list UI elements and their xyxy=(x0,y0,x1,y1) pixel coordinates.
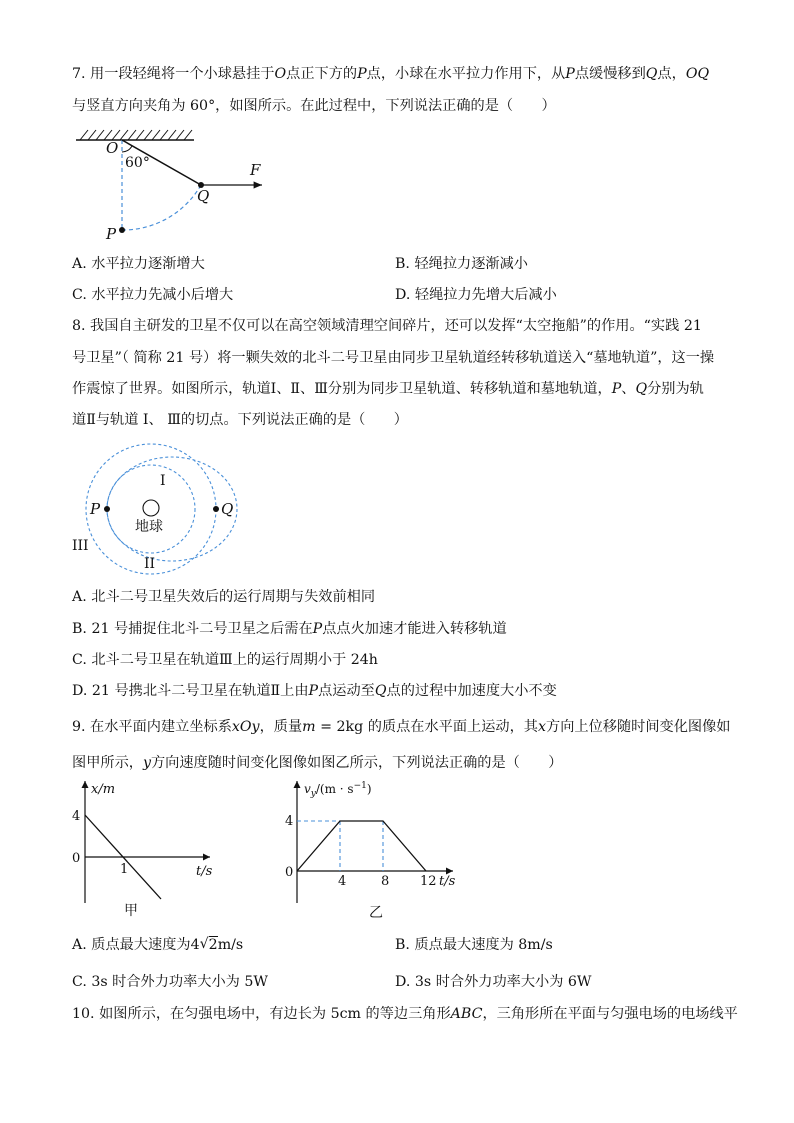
q7-pendulum-figure xyxy=(70,124,290,243)
ball-p xyxy=(119,227,125,233)
x-axis-label: t/s xyxy=(196,864,213,879)
trajectory-arc xyxy=(122,185,201,230)
label-o: O xyxy=(106,139,119,157)
label-p: P xyxy=(106,225,117,243)
q7-option-b: B. 轻绳拉力逐渐减小 xyxy=(395,256,528,272)
q8-option-b: B. 21 号捕捉住北斗二号卫星之后需在P点点火加速才能进入转移轨道 xyxy=(72,621,507,637)
sqrt-sign: √ xyxy=(199,936,209,952)
label-ii: II xyxy=(144,556,156,572)
q9-option-a: A. 质点最大速度为4√2m/s xyxy=(72,936,244,953)
label-p: P xyxy=(90,500,101,518)
q7-stem-line2: 与竖直方向夹角为 60°，如图所示。在此过程中，下列说法正确的是（ ） xyxy=(72,98,556,114)
x-tick-label-12: 12 xyxy=(420,874,437,889)
x-tick-label-0: 0 xyxy=(285,865,294,880)
label-i: I xyxy=(160,473,166,489)
q9-stem-line2: 图甲所示，y方向速度随时间变化图像如图乙所示，下列说法正确的是（ ） xyxy=(72,755,563,771)
q8-stem-line4: 道Ⅱ与轨道 Ⅰ、 Ⅲ的切点。下列说法正确的是（ ） xyxy=(72,412,408,428)
x-tick-label-4: 4 xyxy=(338,874,347,889)
point-q xyxy=(213,506,219,512)
series-line xyxy=(297,821,426,871)
label-angle: 60° xyxy=(125,155,150,171)
q8-option-d: D. 21 号携北斗二号卫星在轨道Ⅱ上由P点运动至Q点的过程中加速度大小不变 xyxy=(72,683,557,699)
y-tick-label-4: 4 xyxy=(72,809,81,824)
q9-option-c: C. 3s 时合外力功率大小为 5W xyxy=(72,974,268,990)
label-q: Q xyxy=(221,500,234,518)
label-earth: 地球 xyxy=(135,519,163,535)
y-axis-label: x/m xyxy=(91,782,116,797)
q8-stem-line3: 作震惊了世界。如图所示，轨道Ⅰ、Ⅱ、Ⅲ分别为同步卫星轨道、转移轨道和墓地轨道，P、Q分别为轨 xyxy=(72,381,704,397)
chart-title: 乙 xyxy=(369,905,383,921)
q7-stem-line1: 7. 用一段轻绳将一个小球悬挂于O点正下方的P点，小球在水平拉力作用下，从P点缓慢移到Q点，OQ xyxy=(72,66,710,82)
q7-option-d: D. 轻绳拉力先增大后减小 xyxy=(395,287,557,303)
label-q: Q xyxy=(197,187,210,205)
ceiling-hatch xyxy=(80,130,192,140)
q8-option-a: A. 北斗二号卫星失效后的运行周期与失效前相同 xyxy=(72,589,376,605)
q9-stem-line1: 9. 在水平面内建立坐标系xOy，质量m = 2kg 的质点在水平面上运动，其x方向上位移随时间变化图像如 xyxy=(72,719,731,735)
x-axis-label: t/s xyxy=(439,874,456,889)
q7-option-a: A. 水平拉力逐渐增大 xyxy=(72,256,205,272)
q8-option-c: C. 北斗二号卫星在轨道Ⅲ上的运行周期小于 24h xyxy=(72,652,378,668)
chart-jia xyxy=(62,775,232,925)
angle-arc xyxy=(122,146,132,152)
sqrt-radicand: 2 xyxy=(208,937,218,953)
q7-option-c: C. 水平拉力先减小后增大 xyxy=(72,287,234,303)
q8-stem-line1: 8. 我国自主研发的卫星不仅可以在高空领域清理空间碎片，还可以发挥“太空拖船”的作用。“实践 21 xyxy=(72,318,702,334)
earth xyxy=(143,500,159,516)
y-tick-label-4: 4 xyxy=(285,814,294,829)
q10-stem-line1: 10. 如图所示，在匀强电场中，有边长为 5cm 的等边三角形ABC，三角形所在平面与匀强电场的电场线平 xyxy=(72,1006,738,1022)
y-axis-label: $v_y/(m \cdot s^{-1})$ xyxy=(304,781,372,799)
x-tick-label-8: 8 xyxy=(381,874,390,889)
chart-yi xyxy=(283,775,473,925)
sqrt-coef: 4 xyxy=(190,937,200,953)
y-tick-label-0: 0 xyxy=(72,851,81,866)
point-p xyxy=(104,506,110,512)
label-f: F xyxy=(250,161,261,179)
chart-title: 甲 xyxy=(124,903,138,919)
x-tick-label-1: 1 xyxy=(120,862,129,877)
q8-stem-line2: 号卫星”（ 简称 21 号）将一颗失效的北斗二号卫星由同步卫星轨道经转移轨道送入“墓地轨道”，这一操 xyxy=(72,350,715,366)
label-iii: III xyxy=(72,538,89,554)
q8-orbit-figure xyxy=(62,442,242,577)
q9-option-d: D. 3s 时合外力功率大小为 6W xyxy=(395,974,592,990)
q9-option-b: B. 质点最大速度为 8m/s xyxy=(395,937,553,953)
